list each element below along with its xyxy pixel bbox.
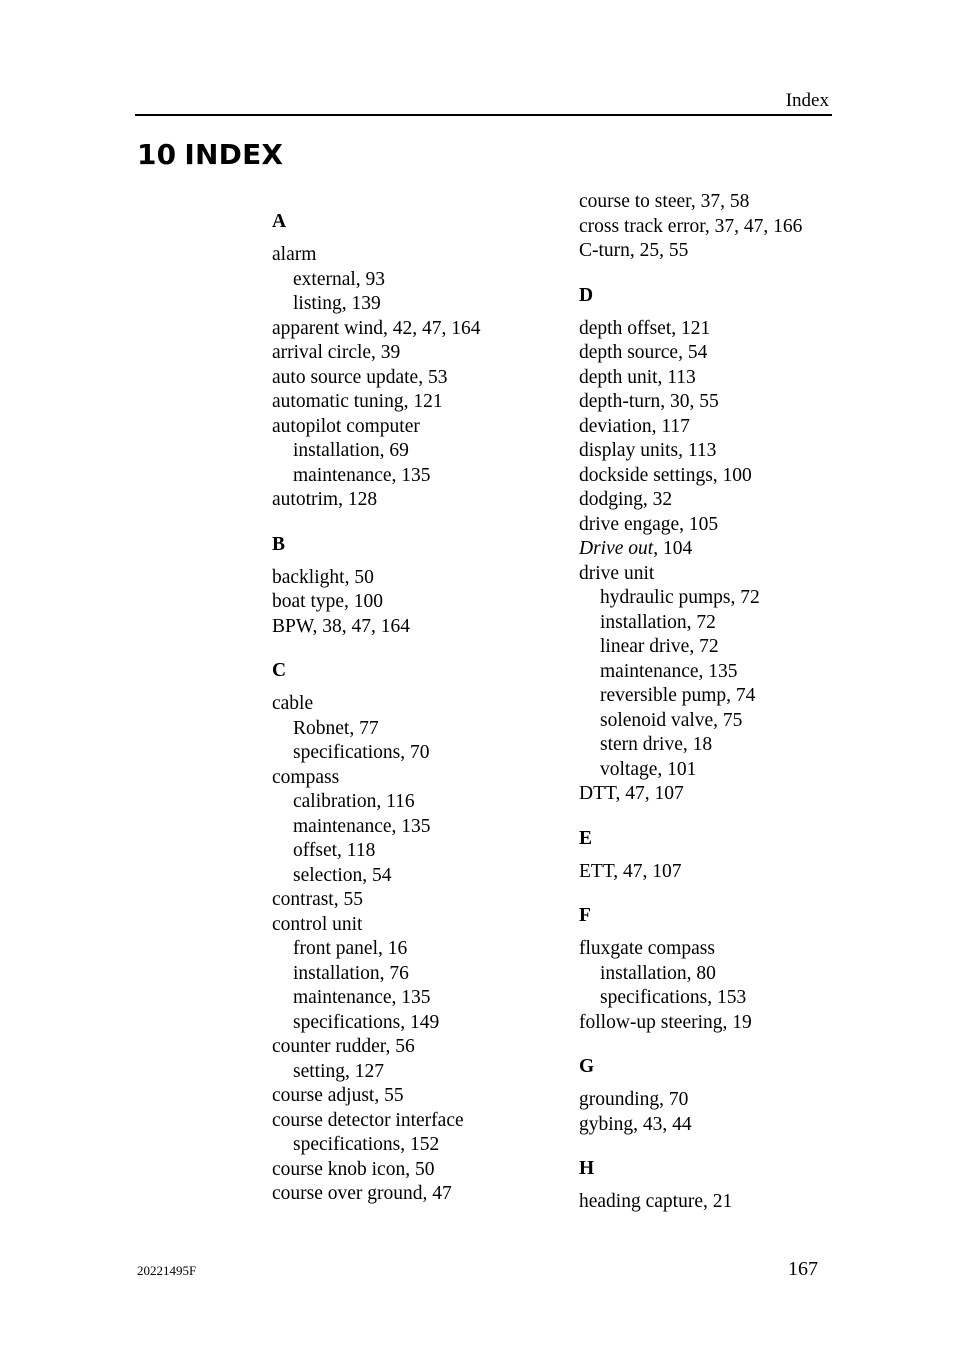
index-group-h [579,1157,839,1215]
index-subentry: stern drive, 18 [600,734,713,755]
index-entry: display units, 113 [579,440,717,461]
index-entry: ETT, 47, 107 [579,860,682,882]
header-rule [135,114,832,116]
index-entry: grounding, 70 [579,1089,689,1110]
index-subentry: selection, 54 [293,864,392,886]
index-entry: alarm [272,244,317,265]
chapter-title-text: INDEX [184,138,284,171]
index-subentry: installation, 72 [600,611,716,633]
index-entry: heading capture, 21 [579,1191,733,1212]
index-subentry: calibration, 116 [293,791,415,812]
index-entry [579,537,839,562]
index-entry: contrast, 55 [272,889,363,910]
index-letter-heading: E [579,827,593,849]
running-head: Index [785,90,829,111]
page-number: 167 [788,1258,818,1280]
index-entry: depth offset, 121 [579,317,711,339]
index-entry: course knob icon, 50 [272,1158,435,1180]
index-group-d [579,284,839,807]
index-subentry: hydraulic pumps, 72 [600,587,760,608]
index-entry: DTT, 47, 107 [579,783,684,804]
index-subentry: listing, 139 [293,293,381,314]
index-group-continued [579,190,839,264]
index-entry: autotrim, 128 [272,489,378,510]
index-entry: auto source update, 53 [272,366,448,388]
index-column-right [579,190,839,1215]
index-entry: depth unit, 113 [579,366,696,388]
index-letter-heading: A [272,211,287,232]
index-entry: deviation, 117 [579,415,690,437]
index-entry: drive engage, 105 [579,513,719,535]
index-subentry: specifications, 153 [600,987,747,1008]
index-subentry: maintenance, 135 [293,987,431,1008]
index-subentry: voltage, 101 [600,758,697,780]
index-letter-heading: C [272,660,287,681]
index-entry: course detector interface [272,1109,464,1131]
document-id: 20221495F [137,1263,197,1278]
index-group-f [579,904,839,1035]
index-letter-heading: F [579,905,591,926]
index-group-c [272,659,562,1207]
index-subentry: Robnet, 77 [293,717,379,739]
index-entry: boat type, 100 [272,591,384,612]
index-group-g [579,1055,839,1137]
index-letter-heading: G [579,1056,595,1077]
index-subentry: maintenance, 135 [293,464,431,486]
index-entry: arrival circle, 39 [272,342,401,363]
index-entry: backlight, 50 [272,566,374,588]
index-subentry: installation, 76 [293,962,409,984]
index-subentry: solenoid valve, 75 [600,709,743,731]
index-entry: BPW, 38, 47, 164 [272,615,410,637]
index-entry: automatic tuning, 121 [272,391,443,412]
index-entry-pages: , 104 [653,538,693,559]
index-subentry: installation, 69 [293,440,409,461]
index-subentry: maintenance, 135 [293,815,431,837]
index-entry: gybing, 43, 44 [579,1113,692,1135]
index-group-a [272,210,562,513]
chapter-title [137,135,283,175]
index-entry: course to steer, 37, 58 [579,191,750,212]
index-subentry: installation, 80 [600,962,716,984]
index-entry-italic-term: Drive out [579,538,654,559]
index-subentry: offset, 118 [293,840,376,861]
index-entry: C-turn, 25, 55 [579,240,689,261]
index-entry: depth-turn, 30, 55 [579,391,719,412]
index-entry: dodging, 32 [579,489,673,510]
index-entry: cable [272,693,314,714]
index-entry: dockside settings, 100 [579,464,752,486]
index-subentry: specifications, 152 [293,1134,440,1155]
index-entry: autopilot computer [272,415,420,437]
index-entry: counter rudder, 56 [272,1036,415,1057]
index-subentry: external, 93 [293,268,386,290]
index-entry: compass [272,766,340,788]
index-entry: depth source, 54 [579,342,708,363]
index-letter-heading: H [579,1158,595,1179]
index-subentry: front panel, 16 [293,938,408,959]
index-entry: fluxgate compass [579,938,715,959]
chapter-number: 10 [137,138,177,171]
index-subentry: specifications, 149 [293,1011,440,1033]
index-entry: control unit [272,913,363,935]
index-group-b [272,533,562,640]
index-column-left [272,210,562,1207]
index-group-e [579,827,839,885]
index-letter-heading: D [579,284,594,306]
index-subentry: linear drive, 72 [600,636,719,657]
index-entry: course over ground, 47 [272,1183,452,1204]
index-entry: drive unit [579,562,655,584]
index-letter-heading: B [272,533,286,555]
index-subentry: reversible pump, 74 [600,685,756,706]
index-entry: follow-up steering, 19 [579,1011,752,1033]
index-subentry: maintenance, 135 [600,660,738,682]
index-subentry: specifications, 70 [293,742,430,763]
index-subentry: setting, 127 [293,1060,384,1082]
index-entry: apparent wind, 42, 47, 164 [272,317,481,339]
index-entry: cross track error, 37, 47, 166 [579,215,803,237]
index-entry: course adjust, 55 [272,1085,404,1106]
